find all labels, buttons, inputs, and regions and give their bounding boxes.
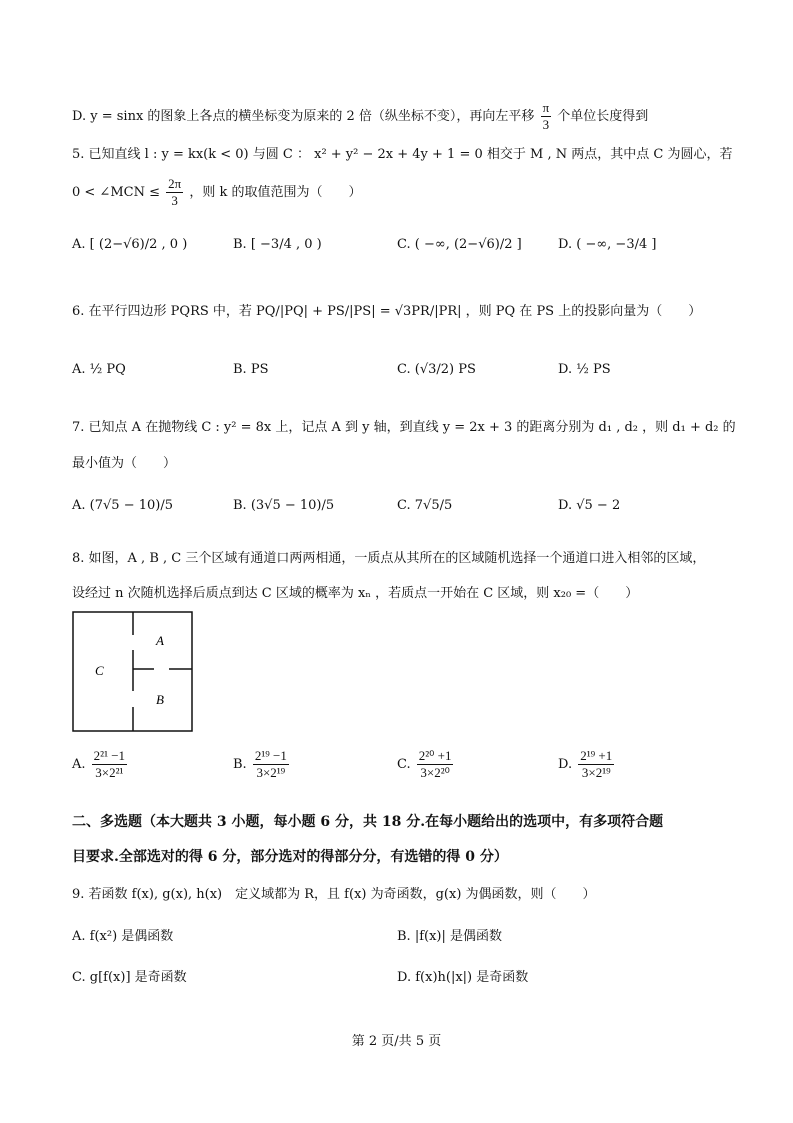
q7-option-d xyxy=(558,498,620,513)
option-label: D. xyxy=(397,970,412,985)
option-label: B. xyxy=(233,237,247,252)
option-label: D. xyxy=(558,498,573,513)
q5-option-a xyxy=(72,237,187,252)
option-label: B. xyxy=(397,929,411,944)
q7-stem-line2: 最小值为（ ） xyxy=(72,456,177,471)
q8-option-b xyxy=(233,748,291,781)
option-text: ½ PS xyxy=(576,362,611,377)
q9-option-c xyxy=(72,966,187,985)
section-heading-line1: 二、多选题（本大题共 3 小题，每小题 6 分，共 18 分.在每小题给出的选项中，有多项符合题 xyxy=(72,814,664,830)
option-label: A. xyxy=(72,237,86,252)
fraction xyxy=(578,748,614,781)
option-text: f(x)h(|x|) 是奇函数 xyxy=(415,970,529,985)
q6-stem: 6. 在平行四边形 PQRS 中，若 PQ/|PQ| + PS/|PS| = √3PR/|PR| ，则 PQ 在 PS 上的投影向量为（ ） xyxy=(72,304,702,319)
option-label: C. xyxy=(397,362,411,377)
option-text: f(x²) 是偶函数 xyxy=(89,929,174,944)
fraction-numerator: 2¹⁹ +1 xyxy=(580,748,613,763)
option-text: (3√5 − 10)/5 xyxy=(250,498,335,513)
fraction xyxy=(417,748,454,781)
option-text: (√3/2) PS xyxy=(414,362,476,377)
fraction-numerator: 2²¹ −1 xyxy=(93,748,126,763)
inequality: 0 < ∠MCN ≤ xyxy=(72,185,160,200)
page-footer: 第 2 页/共 5 页 xyxy=(351,1034,442,1049)
option-label: C. xyxy=(397,237,411,252)
section-heading-line2: 目要求.全部选对的得 6 分，部分选对的得部分分，有选错的得 0 分） xyxy=(72,849,508,865)
option-text-tail: 个单位长度得到 xyxy=(557,109,649,124)
fraction xyxy=(92,748,127,781)
option-text: ½ PQ xyxy=(89,362,126,377)
q9-stem: 9. 若函数 f(x), g(x), h(x) 定义域都为 R，且 f(x) 为奇函数，g(x) 为偶函数，则（ ） xyxy=(72,887,596,902)
fraction-denominator: 3 xyxy=(171,193,178,208)
q8-stem-line1: 8. 如图，A , B , C 三个区域有通道口两两相通，一质点从其所在的区域随机选择一个通道口进入相邻的区域， xyxy=(72,551,706,566)
q5-option-c xyxy=(397,237,522,252)
option-text: PS xyxy=(250,362,269,377)
q8-option-c xyxy=(397,748,455,781)
fraction xyxy=(166,176,183,209)
q8-option-a xyxy=(72,748,129,781)
region-diagram xyxy=(72,611,194,733)
option-text: √5 − 2 xyxy=(576,498,621,513)
option-label: A. xyxy=(72,757,86,772)
q8-option-d xyxy=(558,748,616,781)
q7-option-b xyxy=(233,498,334,513)
q5-option-b xyxy=(233,237,322,252)
fraction-denominator: 3 xyxy=(542,117,550,132)
option-text: ( −∞, −3/4 ] xyxy=(576,237,657,252)
option-label: C. xyxy=(397,757,411,772)
region-label-a: A xyxy=(156,633,164,648)
q4-option-d xyxy=(72,100,648,133)
q7-option-c xyxy=(397,498,452,513)
q9-option-d xyxy=(397,966,528,985)
option-label: C. xyxy=(72,970,86,985)
region-label-c: C xyxy=(95,663,104,678)
fraction-numerator: 2π xyxy=(168,176,182,191)
option-label: D. xyxy=(558,362,573,377)
option-label: A. xyxy=(72,362,86,377)
option-label: B. xyxy=(233,757,247,772)
option-text: 7√5/5 xyxy=(414,498,453,513)
option-text: ( −∞, (2−√6)/2 ] xyxy=(414,237,522,252)
q6-option-a xyxy=(72,362,126,377)
option-label: B. xyxy=(233,362,247,377)
option-text: y = sinx 的图象上各点的横坐标变为原来的 2 倍（纵坐标不变），再向左平移 xyxy=(90,109,535,124)
option-text: [ −3/4 , 0 ) xyxy=(250,237,322,252)
fraction-denominator: 3×2¹⁹ xyxy=(256,765,286,780)
q5-stem-line2 xyxy=(72,176,362,209)
option-label: D. xyxy=(72,109,87,124)
q7-stem-line1: 7. 已知点 A 在抛物线 C : y² = 8x 上，记点 A 到 y 轴，到直线 y = 2x + 3 的距离分别为 d₁ , d₂ ，则 d₁ + d₂ 的 xyxy=(72,420,736,435)
q8-stem-line2: 设经过 n 次随机选择后质点到达 C 区域的概率为 xₙ ，若质点一开始在 C 区域，则 x₂₀ =（ ） xyxy=(72,586,639,601)
q6-option-d xyxy=(558,362,611,377)
fraction-denominator: 3×2¹⁹ xyxy=(581,765,611,780)
q5-stem-line1: 5. 已知直线 l : y = kx(k < 0) 与圆 C ： x² + y² − 2x + 4y + 1 = 0 相交于 M , N 两点，其中点 C 为圆心，若 xyxy=(72,147,733,162)
q6-option-b xyxy=(233,362,268,377)
fraction-denominator: 3×2²⁰ xyxy=(420,765,450,780)
option-text: (7√5 − 10)/5 xyxy=(89,498,173,513)
option-label: A. xyxy=(72,929,86,944)
q9-option-a xyxy=(72,925,173,944)
option-label: D. xyxy=(558,237,573,252)
fraction-numerator: π xyxy=(542,100,550,115)
q6-option-c xyxy=(397,362,476,377)
fraction-denominator: 3×2²¹ xyxy=(95,765,124,780)
option-text: [ (2−√6)/2 , 0 ) xyxy=(89,237,188,252)
stem-tail: ，则 k 的取值范围为（ ） xyxy=(189,185,362,200)
fraction xyxy=(253,748,289,781)
q5-option-d xyxy=(558,237,656,252)
fraction-numerator: 2²⁰ +1 xyxy=(418,748,452,763)
fraction xyxy=(541,100,552,133)
option-text: |f(x)| 是偶函数 xyxy=(414,929,503,944)
fraction-numerator: 2¹⁹ −1 xyxy=(254,748,287,763)
option-text: g[f(x)] 是奇函数 xyxy=(89,970,187,985)
option-label: A. xyxy=(72,498,86,513)
q7-option-a xyxy=(72,498,173,513)
region-label-b: B xyxy=(156,692,164,707)
q9-option-b xyxy=(397,925,502,944)
option-label: B. xyxy=(233,498,247,513)
option-label: D. xyxy=(558,757,573,772)
option-label: C. xyxy=(397,498,411,513)
